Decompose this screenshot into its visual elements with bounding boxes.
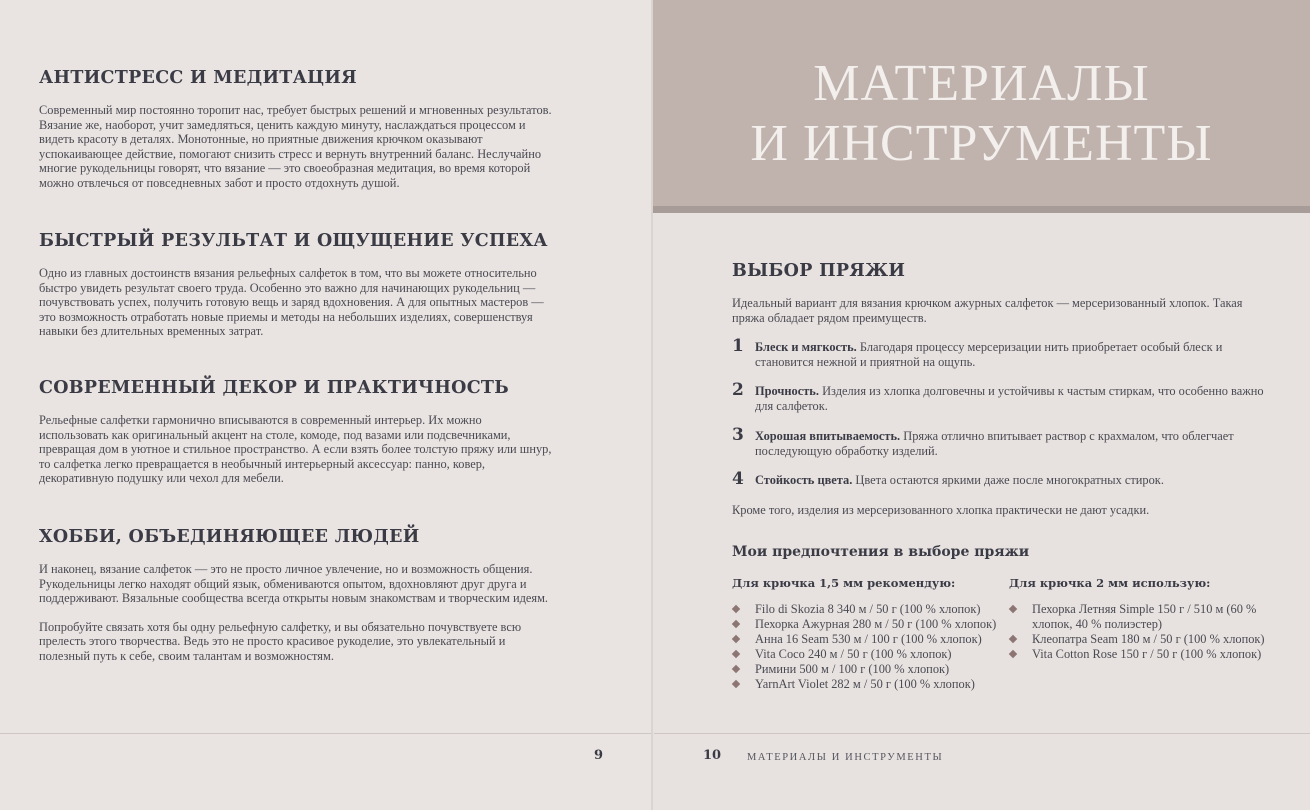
diamond-bullet-icon <box>732 635 740 643</box>
diamond-bullet-icon <box>732 605 740 613</box>
diamond-bullet-icon <box>732 620 740 628</box>
page-number-right: 10 <box>703 748 722 763</box>
benefit-text: Цвета остаются яркими даже после многократных стирок. <box>855 473 1164 487</box>
benefit-number: 3 <box>732 425 744 445</box>
footer-rule-left <box>0 733 651 734</box>
hook-2-column <box>1009 576 1279 662</box>
running-head: МАТЕРИАЛЫ И ИНСТРУМЕНТЫ <box>747 752 944 763</box>
section-antistress <box>39 68 554 191</box>
column-title: Для крючка 1,5 мм рекомендую: <box>732 576 956 590</box>
benefit-title: Блеск и мягкость. <box>755 340 857 354</box>
diamond-bullet-icon <box>1009 650 1017 658</box>
list-item: Анна 16 Seam 530 м / 100 г (100 % хлопок) <box>732 632 1002 647</box>
yarn-heading-block <box>732 261 1277 281</box>
section-heading: СОВРЕМЕННЫЙ ДЕКОР И ПРАКТИЧНОСТЬ <box>39 378 509 398</box>
benefit-number: 4 <box>732 469 744 489</box>
section-paragraph: Одно из главных достоинств вязания рельефных салфеток в том, что вы можете относительно быстро увидеть результат своего труда. Особенно это важно для начинающих рукодельниц — почувствовать успех, получить готовую вещь и заряд вдохновения. А для опытных мастеров — это возможность отработать новые приемы и методы на небольших изделиях, совершенствуя навыки без длительных временных затрат. <box>39 266 544 339</box>
diamond-bullet-icon <box>732 650 740 658</box>
chapter-title-line-2: И ИНСТРУМЕНТЫ <box>750 115 1213 172</box>
list-item: Vita Coco 240 м / 50 г (100 % хлопок) <box>732 647 1002 662</box>
list-item: Пехорка Ажурная 280 м / 50 г (100 % хлопок) <box>732 617 1002 632</box>
section-quick-result <box>39 231 554 339</box>
benefit-text: Изделия из хлопка долговечны и устойчивы к частым стиркам, что особенно важно для салфеток. <box>755 384 1264 413</box>
section-paragraph: Попробуйте связать хотя бы одну рельефную салфетку, и вы обязательно почувствуете всю прелесть этого творчества. Ведь это не просто красивое рукоделие, это увлекательный и полезный путь к себе, своим талантам и возможностям. <box>39 619 522 663</box>
column-title: Для крючка 2 мм использую: <box>1009 576 1211 590</box>
section-hobby <box>39 527 554 664</box>
benefit-title: Прочность. <box>755 384 819 398</box>
preferences-heading: Мои предпочтения в выборе пряжи <box>732 544 1030 560</box>
hook-1-5-column <box>732 576 1002 692</box>
yarn-intro: Идеальный вариант для вязания крючком ажурных салфеток — мерсеризованный хлопок. Такая пряжа обладает рядом преимуществ. <box>732 296 1243 325</box>
benefit-title: Хорошая впитываемость. <box>755 429 901 443</box>
section-heading: АНТИСТРЕСС И МЕДИТАЦИЯ <box>39 68 357 88</box>
section-paragraph: Рельефные салфетки гармонично вписываются в современный интерьер. Их можно использовать как оригинальный акцент на столе, комоде, под вазами или подсвечниками, превращая дом в уютное и стильное пространство. А если взять более толстую пряжу или шнур, то салфетка легко превращается в необычный интерьерный аксессуар: панно, ковер, декоративную подушку или чехол для мебели. <box>39 413 552 486</box>
yarn-benefit-2 <box>732 380 1277 414</box>
section-heading: ХОББИ, ОБЪЕДИНЯЮЩЕЕ ЛЮДЕЙ <box>39 527 420 547</box>
list-item: YarnArt Violet 282 м / 50 г (100 % хлопок) <box>732 677 1002 692</box>
diamond-bullet-icon <box>732 665 740 673</box>
yarn-outro-block <box>732 503 1277 518</box>
section-heading: БЫСТРЫЙ РЕЗУЛЬТАТ И ОЩУЩЕНИЕ УСПЕХА <box>39 231 548 251</box>
yarn-benefit-1 <box>732 336 1277 370</box>
benefit-text: Благодаря процессу мерсеризации нить приобретает особый блеск и становится нежной и приятной на ощупь. <box>755 340 1223 369</box>
list-item: Римини 500 м / 100 г (100 % хлопок) <box>732 662 1002 677</box>
list-item: Пехорка Летняя Simple 150 г / 510 м (60 % хлопок, 40 % полиэстер) <box>1009 602 1279 632</box>
yarn-benefit-3 <box>732 425 1277 459</box>
benefit-title: Стойкость цвета. <box>755 473 853 487</box>
benefit-text: Пряжа отлично впитывает раствор с крахмалом, что облегчает последующую обработку изделий. <box>755 429 1234 458</box>
list-item: Filo di Skozia 8 340 м / 50 г (100 % хлопок) <box>732 602 1002 617</box>
diamond-bullet-icon <box>1009 635 1017 643</box>
diamond-bullet-icon <box>1009 605 1017 613</box>
list-item: Клеопатра Seam 180 м / 50 г (100 % хлопок) <box>1009 632 1279 647</box>
diamond-bullet-icon <box>732 680 740 688</box>
section-paragraph: Современный мир постоянно торопит нас, требует быстрых решений и мгновенных результатов. Вязание же, наоборот, учит замедляться, ценить каждую минуту, наслаждаться процессом и видеть красоту в деталях. Монотонные, но приятные движения крючком оказывают успокаивающее действие, помогают снизить стресс и вернуть внутренний баланс. Неслучайно многие рукодельницы говорят, что вязание — это своеобразная медитация, во время которой можно отвлечься от повседневных забот и просто отдохнуть душой. <box>39 103 552 190</box>
yarn-heading: ВЫБОР ПРЯЖИ <box>732 261 906 281</box>
chapter-title-line-1: МАТЕРИАЛЫ <box>813 55 1150 112</box>
benefit-number: 2 <box>732 380 744 400</box>
section-modern-decor <box>39 378 554 486</box>
yarn-benefit-4 <box>732 469 1277 489</box>
yarn-intro-block <box>732 296 1277 326</box>
benefit-number: 1 <box>732 336 744 356</box>
yarn-outro: Кроме того, изделия из мерсеризованного хлопка практически не дают усадки. <box>732 503 1150 517</box>
footer-rule-right <box>654 733 1310 734</box>
chapter-banner-shadow <box>653 206 1310 213</box>
page-number-left: 9 <box>594 748 604 763</box>
section-paragraph: И наконец, вязание салфеток — это не просто личное увлечение, но и возможность общения. Рукодельницы легко находят общий язык, обмениваются опытом, вдохновляют друг друга и поддерживают. Вязальные сообщества всегда открыты новым знакомствам и творческим идеям. <box>39 562 549 606</box>
list-item: Vita Cotton Rose 150 г / 50 г (100 % хлопок) <box>1009 647 1279 662</box>
